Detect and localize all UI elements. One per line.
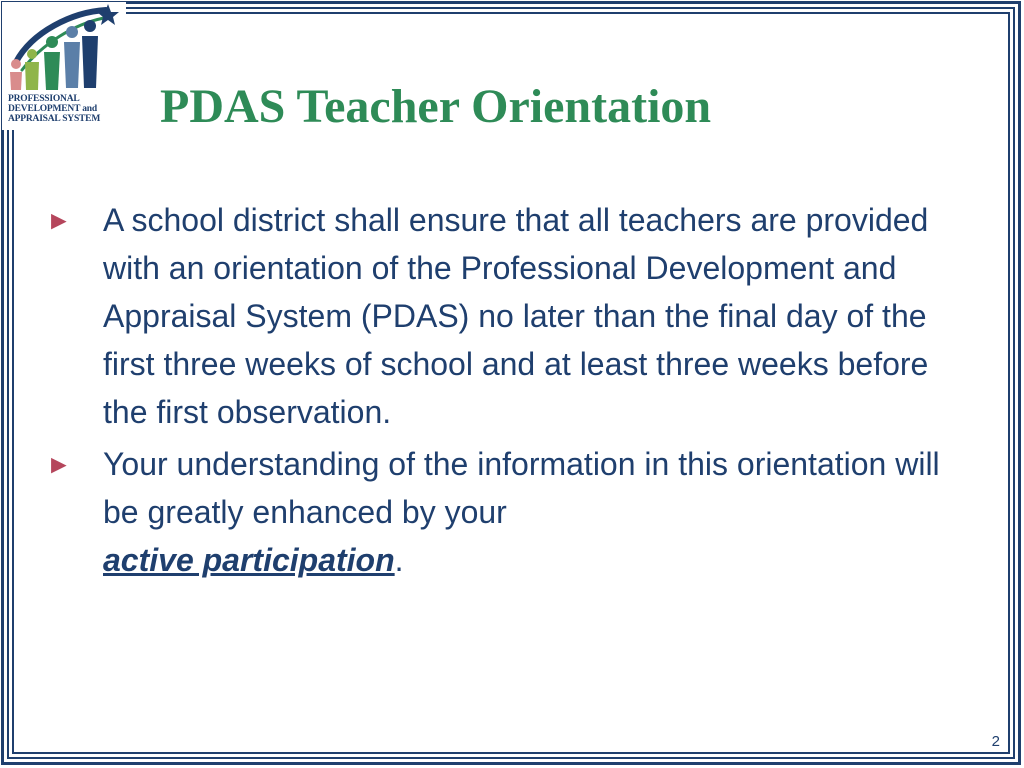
pdas-logo: [2, 2, 126, 130]
bullet-arrow-icon: ►: [46, 449, 72, 479]
bullet-list: [46, 196, 976, 584]
bullet-2-emphasis: active participation: [103, 542, 395, 578]
bullet-item-2: [46, 440, 976, 584]
bullet-arrow-icon: ►: [46, 205, 72, 235]
pdas-logo-figures-icon: [2, 2, 126, 98]
bullet-2-text: Your understanding of the information in this orientation will be greatly enhanced by your: [103, 446, 940, 530]
logo-line-1: PROFESSIONAL: [8, 94, 80, 104]
bullet-2-end: .: [394, 542, 404, 578]
page-number: 2: [991, 733, 1000, 750]
slide-title: PDAS Teacher Orientation: [160, 80, 712, 133]
logo-wordmark: [8, 94, 128, 124]
logo-line-2: DEVELOPMENT and: [8, 104, 97, 114]
bullet-1-text: A school district shall ensure that all teachers are provided with an orientation of the Professional Development and Appraisal System (PDAS) no later than the final day of the first three weeks of school and at least three weeks before the first observation.: [103, 202, 929, 430]
logo-line-3: APPRAISAL SYSTEM: [8, 114, 101, 124]
bullet-item-1: [46, 196, 976, 436]
